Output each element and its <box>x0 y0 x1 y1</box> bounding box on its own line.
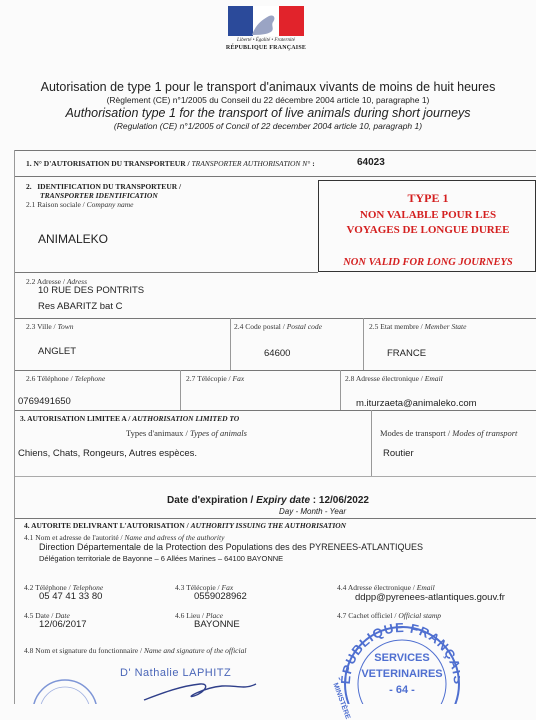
title-en: Authorisation type 1 for the transport of live animals during short journeys <box>65 106 471 120</box>
title-regulation-fr: (Règlement (CE) n°1/2005 du Conseil du 22 décembre 2004 article 10, paragraphe 1) <box>106 95 430 105</box>
authority-name: Direction Départementale de la Protection des Populations des des PYRENEES-ATLANTIQUES <box>39 542 424 552</box>
email-label: 2.8 Adresse électronique / Email <box>345 374 443 383</box>
stamp-type: TYPE 1 <box>407 191 449 205</box>
issue-date: 12/06/2017 <box>39 619 87 630</box>
postal-code-value: 64600 <box>264 348 291 359</box>
official-signer-name: D' Nathalie LAPHITZ <box>120 667 232 679</box>
transporter-auth-number: 64023 <box>357 157 385 168</box>
animal-types-value: Chiens, Chats, Rongeurs, Autres espèces. <box>18 448 198 459</box>
member-state-value: FRANCE <box>387 348 427 359</box>
authority-delegation: Délégation territoriale de Bayonne – 6 Allées Marines – 64100 BAYONNE <box>39 554 284 563</box>
transporter-identification-label: 2. IDENTIFICATION DU TRANSPORTEUR / <box>26 182 182 191</box>
partial-seal-left <box>30 674 100 704</box>
authority-phone: 05 47 41 33 80 <box>39 591 103 602</box>
issue-place: BAYONNE <box>194 619 240 630</box>
authorisation-limited-label: 3. AUTORISATION LIMITEE A / AUTHORISATION LIMITED TO <box>20 414 240 423</box>
fax-label: 2.7 Télécopie / Fax <box>186 374 245 383</box>
seal-arc-text: ÉPUBLIQUE FRANÇ <box>337 619 460 685</box>
member-state-label: 2.5 Etat membre / Member State <box>369 322 467 331</box>
stamp-not-valid-en: NON VALID FOR LONG JOURNEYS <box>343 257 513 268</box>
phone-label: 2.6 Téléphone / Telephone <box>26 374 106 383</box>
authority-fax: 0559028962 <box>194 591 247 602</box>
authority-fax-label: 4.3 Télécopie / Fax <box>175 583 234 592</box>
seal-line-3: - 64 - <box>389 684 415 696</box>
official-stamp-label: 4.7 Cachet officiel / Official stamp <box>337 611 442 620</box>
seal-line-1: SERVICES <box>374 652 430 664</box>
company-name: ANIMALEKO <box>38 232 109 246</box>
title-regulation-en: (Regulation (CE) n°1/2005 of Concil of 22 december 2004 article 10, paragraph 1) <box>113 121 423 131</box>
authority-email: ddpp@pyrenees-atlantiques.gouv.fr <box>355 592 505 603</box>
authority-phone-label: 4.2 Téléphone / Telephone <box>24 583 104 592</box>
authority-email-label: 4.4 Adresse électronique / Email <box>337 583 435 592</box>
veterinary-services-seal <box>331 612 460 720</box>
issue-place-label: 4.6 Lieu / Place <box>175 611 223 620</box>
stamp-not-valid-fr-2: VOYAGES DE LONGUE DUREE <box>346 224 510 236</box>
issue-date-label: 4.5 Date / Date <box>24 611 70 620</box>
transport-modes-value: Routier <box>383 448 414 459</box>
type-1-stamp <box>318 180 536 272</box>
transporter-auth-number-label: 1. N° D'AUTORISATION DU TRANSPORTEUR / TRANSPORTER AUTHORISATION N° : <box>26 159 315 168</box>
town-value: ANGLET <box>38 346 77 357</box>
marianne-logo <box>228 6 304 36</box>
expiry-date-format: Day - Month - Year <box>279 507 346 516</box>
animal-types-label: Types d'animaux / Types of animals <box>126 428 247 438</box>
transport-modes-label: Modes de transport / Modes of transport <box>380 428 518 438</box>
address-line-1: 10 RUE DES PONTRITS <box>38 285 145 296</box>
town-label: 2.3 Ville / Town <box>26 322 74 331</box>
company-name-label: 2.1 Raison sociale / Company name <box>26 200 134 209</box>
phone-value: 0769491650 <box>18 396 71 407</box>
official-signature-label: 4.8 Nom et signature du fonctionnaire / Name and signature of the official <box>24 646 247 655</box>
seal-side-text: MINISTÈRE <box>331 682 352 720</box>
postal-code-label: 2.4 Code postal / Postal code <box>234 322 322 331</box>
seal-line-2: VETERINAIRES <box>361 668 443 680</box>
email-value: m.iturzaeta@animaleko.com <box>356 398 477 409</box>
stamp-not-valid-fr-1: NON VALABLE POUR LES <box>359 209 497 221</box>
issuing-authority-label: 4. AUTORITE DELIVRANT L'AUTORISATION / AUTHORITY ISSUING THE AUTHORISATION <box>24 521 347 530</box>
signature <box>140 678 260 704</box>
address-label: 2.2 Adresse / Adress <box>26 277 87 286</box>
republic-motto: Liberté • Égalité • Fraternité <box>237 38 295 43</box>
address-line-2: Res ABARITZ bat C <box>38 301 123 312</box>
title-fr: Autorisation de type 1 pour le transport d'animaux vivants de moins de huit heures <box>40 80 496 94</box>
expiry-date: Date d'expiration / Expiry date : 12/06/2022 <box>167 495 369 506</box>
authority-name-label: 4.1 Nom et adresse de l'autorité / Name and adress of the authority <box>24 533 225 542</box>
transporter-identification-label-en: TRANSPORTER IDENTIFICATION <box>40 191 158 200</box>
republic-name: RÉPUBLIQUE FRANÇAISE <box>225 45 307 51</box>
